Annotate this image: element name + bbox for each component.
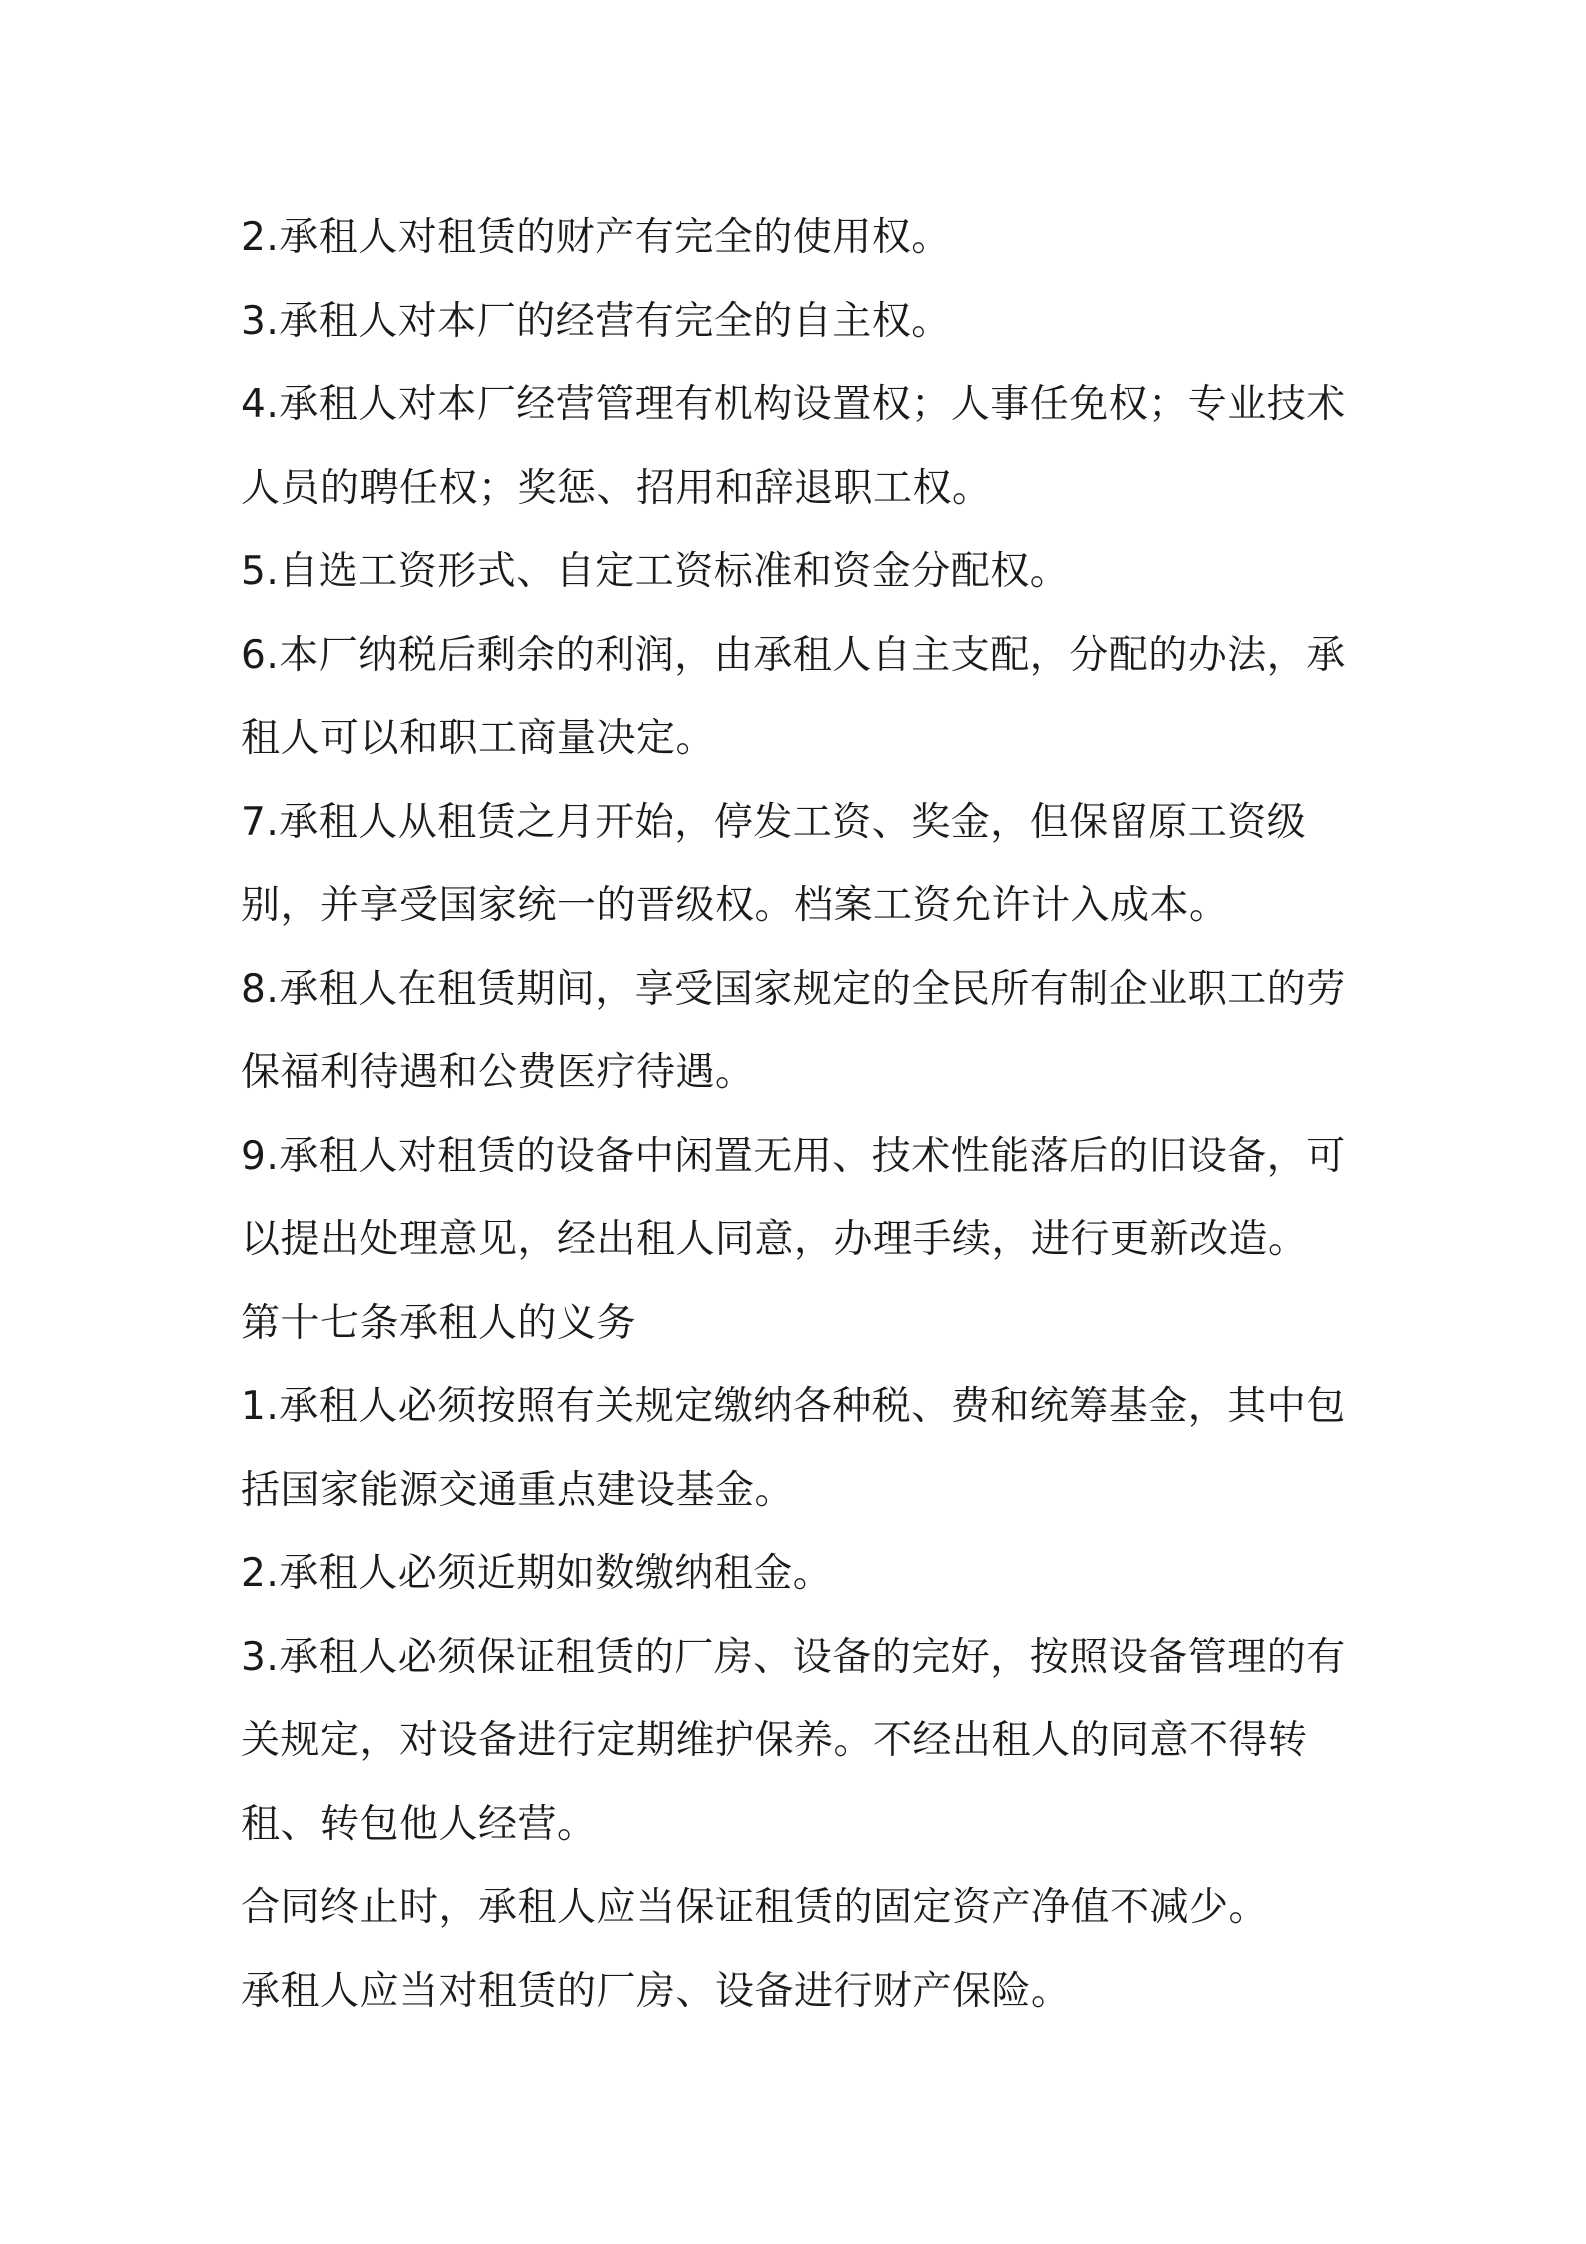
paragraph-right-9: 9.承租人对租赁的设备中闲置无用、技术性能落后的旧设备，可以提出处理意见，经出租人同意，办理手续，进行更新改造。 <box>241 1133 1346 1262</box>
article-17-heading: 第十七条承租人的义务 <box>241 1300 637 1346</box>
document-body <box>241 196 1361 2033</box>
paragraph-right-6: 6.本厂纳税后剩余的利润，由承租人自主支配，分配的办法，承租人可以和职工商量决定。 <box>241 632 1346 761</box>
paragraph-right-2: 2.承租人对租赁的财产有完全的使用权。 <box>241 215 951 260</box>
paragraph-right-4: 4.承租人对本厂经营管理有机构设置权；人事任免权；专业技术人员的聘任权；奖惩、招用和辞退职工权。 <box>241 382 1346 511</box>
paragraph-duty-2: 2.承租人必须近期如数缴纳租金。 <box>241 1551 833 1596</box>
paragraph-right-3: 3.承租人对本厂的经营有完全的自主权。 <box>241 298 951 344</box>
paragraph-duty-3: 3.承租人必须保证租赁的厂房、设备的完好，按照设备管理的有关规定，对设备进行定期维护保养。不经出租人的同意不得转租、转包他人经营。 <box>241 1634 1346 1847</box>
paragraph-right-7: 7.承租人从租赁之月开始，停发工资、奖金，但保留原工资级别，并享受国家统一的晋级权。档案工资允许计入成本。 <box>241 799 1307 928</box>
paragraph-duty-1: 1.承租人必须按照有关规定缴纳各种税、费和统筹基金，其中包括国家能源交通重点建设基金。 <box>241 1384 1346 1513</box>
paragraph-property-insurance: 承租人应当对租赁的厂房、设备进行财产保险。 <box>241 1968 1071 2014</box>
paragraph-contract-termination: 合同终止时，承租人应当保证租赁的固定资产净值不减少。 <box>241 1885 1269 1930</box>
paragraph-right-5: 5.自选工资形式、自定工资标准和资金分配权。 <box>241 549 1070 594</box>
paragraph-right-8: 8.承租人在租赁期间，享受国家规定的全民所有制企业职工的劳保福利待遇和公费医疗待遇。 <box>241 966 1346 1095</box>
